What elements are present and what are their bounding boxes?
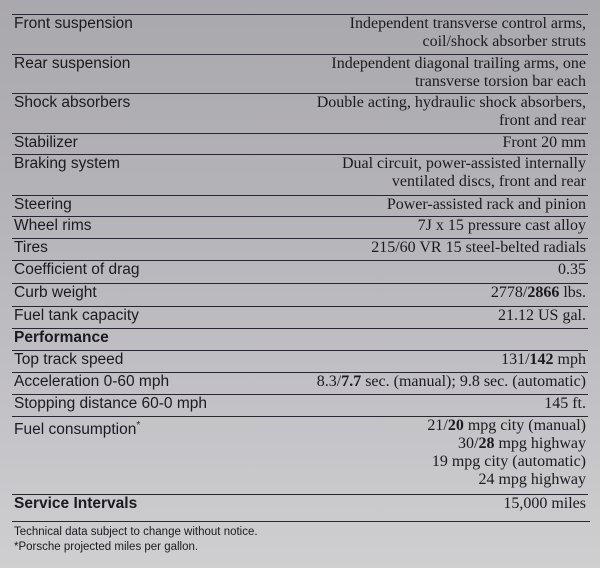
value-part: 8.3/: [316, 373, 342, 390]
spec-value-line: transverse torsion bar each: [414, 73, 586, 90]
value-part: 2778/: [490, 284, 528, 301]
footnote-marker: *: [136, 420, 141, 431]
spec-value-line: ventilated discs, front and rear: [391, 173, 586, 190]
spec-label-text: Fuel consumption: [14, 421, 137, 439]
spec-label: Shock absorbers: [14, 94, 131, 111]
spec-value-line: 19 mpg city (automatic): [431, 453, 586, 470]
spec-row-front-suspension: [12, 14, 588, 51]
spec-label: Stopping distance 60-0 mph: [14, 395, 208, 412]
footnote-text: Technical data subject to change without notice.: [14, 526, 258, 538]
spec-value: [427, 417, 588, 489]
spec-value-line: Power-assisted rack and pinion: [386, 196, 586, 213]
spec-value: [418, 217, 588, 235]
spec-value-line: front and rear: [498, 112, 586, 129]
spec-row-braking-system: [12, 154, 588, 191]
spec-value-line: Front 20 mm: [502, 134, 586, 151]
value-part: sec. (manual); 9.8 sec. (automatic): [361, 373, 586, 390]
spec-value-line: 145 ft.: [544, 395, 586, 412]
spec-row-tires: [12, 238, 588, 257]
spec-row-wheel-rims: [12, 216, 588, 235]
spec-row-top-track-speed: [12, 350, 588, 369]
section-heading: Service Intervals: [14, 495, 138, 512]
spec-value-line: 15,000 miles: [503, 495, 586, 512]
value-part: mph: [553, 351, 586, 368]
spec-value: [491, 284, 588, 302]
value-part-bold: 2866: [527, 284, 560, 301]
spec-label: Top track speed: [14, 351, 124, 368]
value-part: lbs.: [559, 284, 586, 301]
spec-row-fuel-tank-capacity: [12, 306, 588, 325]
value-part-bold: 7.7: [341, 373, 362, 390]
spec-label: Steering: [14, 196, 72, 213]
spec-value-line: 7J x 15 pressure cast alloy: [417, 217, 586, 234]
spec-row-steering: [12, 195, 588, 214]
spec-value: [558, 261, 588, 279]
spec-value-line: Independent diagonal trailing arms, one: [331, 55, 586, 72]
value-part: 21/: [427, 417, 448, 434]
section-heading-performance: [12, 328, 588, 347]
spec-label: Rear suspension: [14, 55, 131, 72]
spec-row-curb-weight: [12, 283, 588, 302]
spec-row-fuel-consumption: [12, 416, 588, 489]
spec-value: [371, 239, 588, 257]
spec-value: [342, 155, 588, 191]
spec-label: Acceleration 0-60 mph: [14, 373, 170, 390]
spec-row-rear-suspension: [12, 54, 588, 91]
spec-row-stabilizer: [12, 133, 588, 152]
value-part-bold: 20: [447, 417, 464, 434]
value-part-bold: 142: [529, 351, 554, 368]
spec-value: [503, 495, 588, 513]
value-part: 30/: [458, 435, 479, 452]
spec-row-acceleration: [12, 372, 588, 391]
spec-label: Braking system: [14, 155, 120, 172]
spec-value-line: 21.12 US gal.: [498, 307, 586, 324]
spec-value-line: 24 mpg highway: [478, 471, 586, 488]
spec-value-line: Independent transverse control arms,: [349, 15, 586, 32]
spec-value: [317, 373, 588, 391]
footnote-text: *Porsche projected miles per gallon.: [14, 541, 199, 553]
spec-value: [317, 94, 588, 130]
spec-value: [498, 307, 588, 325]
spec-value: [501, 351, 588, 369]
spec-row-shock-absorbers: [12, 93, 588, 130]
spec-value-line: Dual circuit, power-assisted internally: [341, 155, 586, 172]
footnotes: [12, 521, 590, 555]
spec-value: [387, 196, 588, 214]
value-part: mpg city (manual): [463, 417, 586, 434]
spec-value: [502, 134, 588, 152]
spec-label: Front suspension: [14, 15, 133, 32]
spec-value: [350, 15, 588, 51]
spec-value-line: 0.35: [558, 261, 586, 278]
spec-label: Coefficient of drag: [14, 261, 140, 278]
spec-value-line: 215/60 VR 15 steel-belted radials: [371, 239, 586, 256]
spec-label: Stabilizer: [14, 134, 78, 151]
spec-label: Curb weight: [14, 284, 97, 301]
spec-value-line: [427, 417, 586, 435]
spec-value-line: [427, 435, 586, 453]
spec-value-line: Double acting, hydraulic shock absorbers,: [316, 94, 586, 111]
value-part: 131/: [501, 351, 530, 368]
spec-label: Tires: [14, 239, 48, 256]
section-heading: Performance: [14, 329, 109, 346]
spec-row-service-intervals: [12, 494, 588, 513]
value-part-bold: 28: [478, 435, 495, 452]
spec-value-line: coil/shock absorber struts: [422, 33, 586, 50]
spec-label: Wheel rims: [14, 217, 92, 234]
spec-row-stopping-distance: [12, 394, 588, 413]
spec-value: [544, 395, 588, 413]
spec-row-coefficient-of-drag: [12, 260, 588, 279]
spec-value: [331, 55, 588, 91]
spec-label: [12, 417, 140, 439]
spec-label: Fuel tank capacity: [14, 307, 139, 324]
value-part: mpg highway: [494, 435, 586, 452]
